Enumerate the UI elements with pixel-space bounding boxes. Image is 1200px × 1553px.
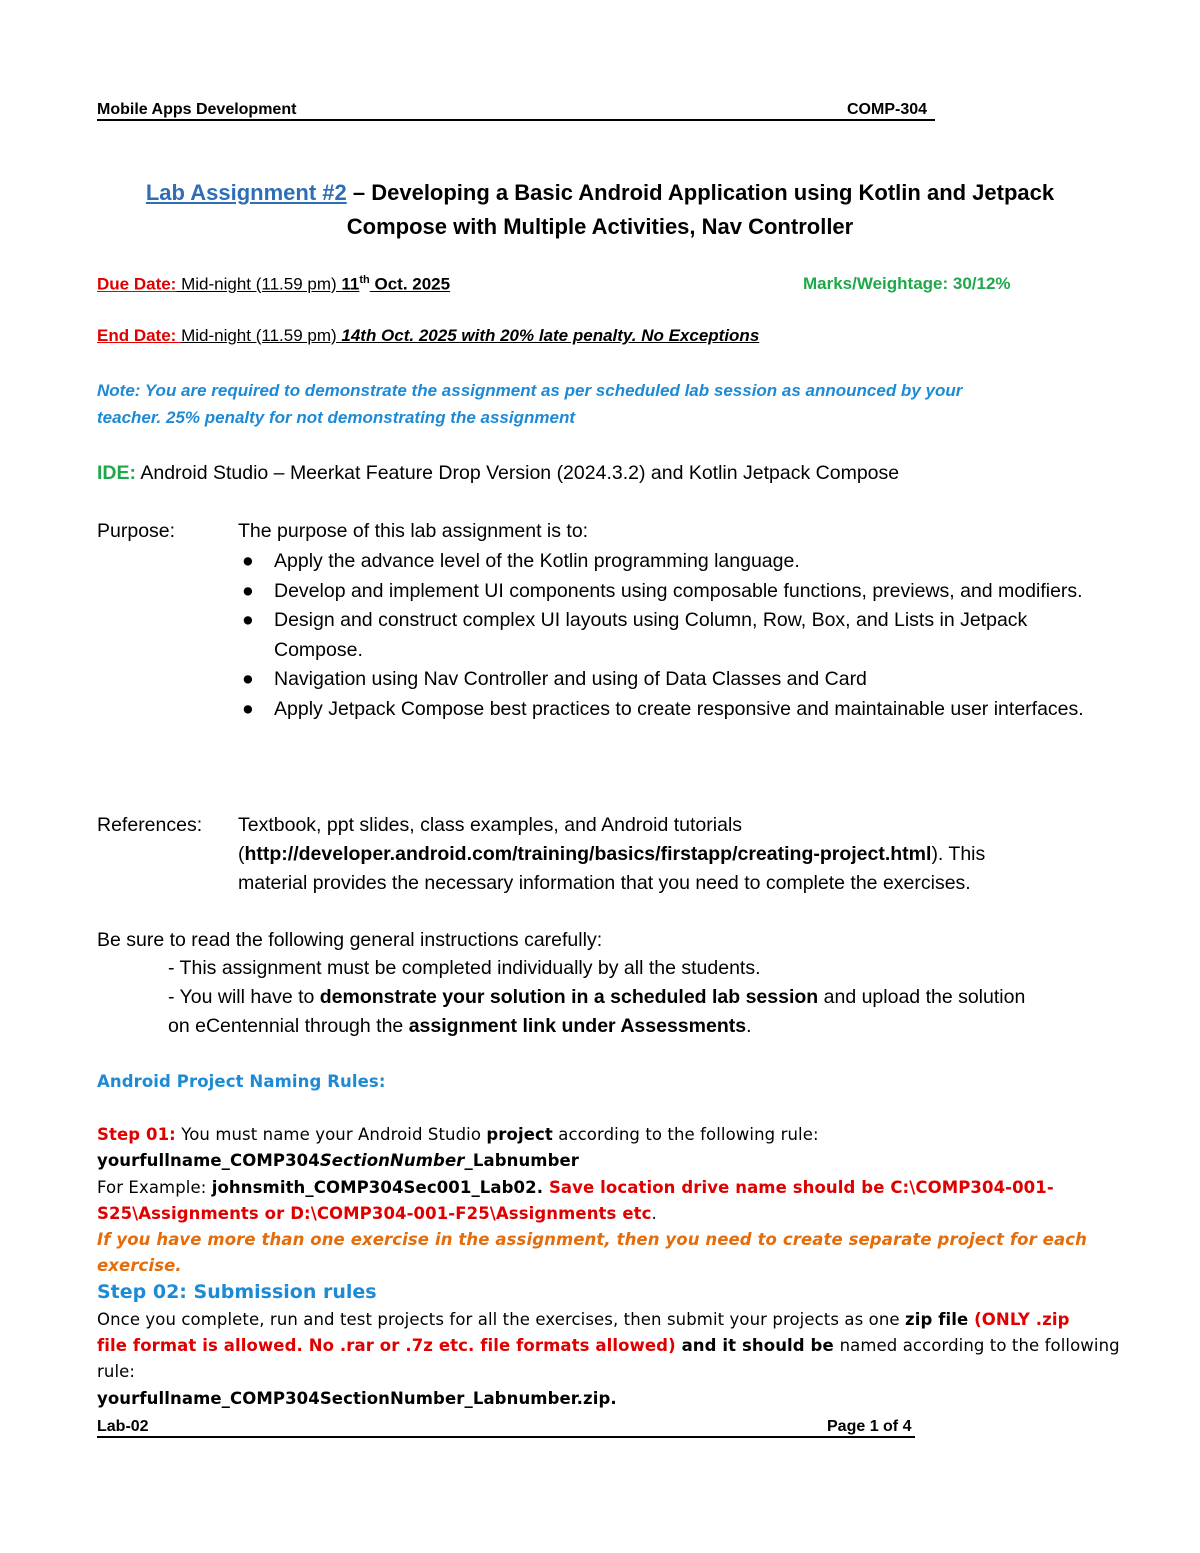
orange-note-1: If you have more than one exercise in the assignment, then you need to create separate project for each	[97, 1230, 1087, 1249]
list-item	[238, 665, 1108, 695]
orange-note-2: exercise.	[97, 1256, 182, 1275]
step2-heading: Step 02: Submission rules	[97, 1281, 377, 1303]
due-date-label: Due Date:	[97, 274, 177, 294]
bullet-icon: ●	[242, 668, 254, 690]
instructions-item1: - This assignment must be completed individually by all the students.	[168, 957, 761, 979]
title-link[interactable]: Lab Assignment #2	[145, 180, 347, 205]
due-date-day: 11	[341, 274, 360, 294]
pattern-part: SectionNumber	[319, 1151, 465, 1170]
list-item	[238, 606, 1108, 665]
instr-text: - You will have to	[168, 986, 320, 1008]
references-line3: material provides the necessary information that you need to complete the exercises.	[238, 872, 971, 894]
example-label: For Example:	[97, 1178, 212, 1197]
header-course-name: Mobile Apps Development	[97, 101, 297, 118]
header-course-code: COMP-304	[847, 101, 928, 118]
ide-line	[97, 462, 899, 485]
note-line2: teacher. 25% penalty for not demonstrating the assignment	[97, 408, 575, 427]
pattern-part: yourfullname_COMP304	[97, 1151, 320, 1170]
step2-format: file format is allowed. No .rar or .7z etc. file formats allowed)	[97, 1336, 676, 1355]
purpose-list	[238, 547, 1108, 724]
references-line1: Textbook, ppt slides, class examples, and Android tutorials	[238, 814, 743, 836]
step1-project: project	[486, 1125, 553, 1144]
paren-close: ). This	[931, 843, 986, 865]
bullet-icon: ●	[242, 697, 254, 720]
due-date-rest: Oct. 2025	[369, 274, 451, 294]
due-date	[97, 274, 450, 295]
marks-weightage: Marks/Weightage: 30/12%	[803, 274, 1011, 293]
end-date-label: End Date:	[97, 326, 182, 345]
list-item-text: Apply Jetpack Compose best practices to create responsive and maintainable user interfaces.	[274, 697, 1084, 720]
header-rule	[97, 119, 935, 121]
bullet-icon: ●	[242, 550, 254, 572]
ide-label: IDE:	[97, 462, 136, 484]
save-location: Save location drive name should be C:\COMP304-001-	[543, 1178, 1054, 1197]
instr-text: and upload the solution	[818, 986, 1026, 1008]
footer-lab: Lab-02	[97, 1418, 149, 1435]
save-location-2: S25\Assignments or D:\COMP304-001-F25\Assignments etc	[97, 1204, 652, 1223]
list-item-text: Design and construct complex UI layouts using Column, Row, Box, and Lists in Jetpack Compose.	[274, 609, 1028, 661]
save-location-end: .	[651, 1204, 657, 1223]
purpose-label: Purpose:	[97, 520, 176, 542]
step1-text: You must name your Android Studio	[175, 1125, 487, 1144]
naming-pattern	[97, 1151, 579, 1170]
list-item	[238, 547, 1108, 577]
example-value: johnsmith_COMP304Sec001_Lab02.	[211, 1178, 544, 1197]
list-item-text: Develop and implement UI components using composable functions, previews, and modifiers.	[274, 579, 1083, 602]
step2-line2	[97, 1336, 1120, 1355]
bullet-icon: ●	[242, 609, 254, 631]
step2-zip: zip file	[905, 1310, 969, 1329]
step2-bold: and it should be	[675, 1336, 840, 1355]
paren-open: (	[238, 843, 245, 865]
step2-text: named according to the following	[839, 1336, 1120, 1355]
step2-text: Once you complete, run and test projects for all the exercises, then submit your projects as one	[97, 1310, 905, 1329]
purpose-intro: The purpose of this lab assignment is to:	[238, 520, 589, 542]
ide-text: Android Studio – Meerkat Feature Drop Version (2024.3.2) and Kotlin Jetpack Compose	[136, 462, 900, 484]
list-item-text: Navigation using Nav Controller and using of Data Classes and Card	[274, 668, 867, 690]
references-url[interactable]: http://developer.android.com/training/basics/firstapp/creating-project.html	[244, 843, 932, 865]
list-item	[238, 577, 1108, 607]
step1-line	[97, 1125, 819, 1144]
references-label: References:	[97, 814, 203, 836]
note-line1: Note: You are required to demonstrate the assignment as per scheduled lab session as announced by your	[97, 381, 963, 400]
due-date-sup: th	[359, 274, 370, 286]
page-title-line2: Compose with Multiple Activities, Nav Controller	[346, 214, 854, 239]
instructions-item2-cont	[168, 1015, 752, 1038]
references-line2	[238, 843, 985, 866]
title-line1: – Developing a Basic Android Application using Kotlin and Jetpack	[346, 180, 1055, 205]
list-item	[238, 695, 1108, 725]
instr-text: on eCentennial through the	[168, 1015, 409, 1037]
instructions-heading: Be sure to read the following general instructions carefully:	[97, 929, 603, 951]
end-date-text: Mid-night (11.59 pm)	[181, 326, 342, 345]
page-title	[90, 176, 1110, 210]
step2-pattern: yourfullname_COMP304SectionNumber_Labnumber.zip.	[97, 1389, 617, 1408]
instr-bold: demonstrate your solution in a scheduled lab session	[319, 986, 819, 1008]
end-date-rest: 14th Oct. 2025 with 20% late penalty. No Exceptions	[341, 326, 760, 345]
footer-page-number: Page 1 of 4	[827, 1418, 912, 1435]
list-item-text: Apply the advance level of the Kotlin programming language.	[274, 550, 800, 572]
step1-label: Step 01:	[97, 1125, 176, 1144]
step1-rest: according to the following rule:	[552, 1125, 819, 1144]
instr-text: .	[746, 1015, 752, 1037]
naming-heading: Android Project Naming Rules:	[97, 1072, 386, 1091]
step2-line3: rule:	[97, 1362, 136, 1381]
example-line	[97, 1178, 1054, 1197]
step2-only-zip: (ONLY .zip	[968, 1310, 1070, 1329]
instr-bold: assignment link under Assessments	[408, 1015, 747, 1037]
save-location-cont	[97, 1204, 657, 1223]
due-date-text: Mid-night (11.59 pm)	[176, 274, 342, 294]
bullet-icon: ●	[242, 579, 254, 602]
instructions-item2	[168, 986, 1025, 1009]
pattern-part: _Labnumber	[464, 1151, 580, 1170]
step2-line1	[97, 1310, 1070, 1329]
end-date	[97, 326, 759, 346]
footer-rule	[97, 1436, 915, 1438]
